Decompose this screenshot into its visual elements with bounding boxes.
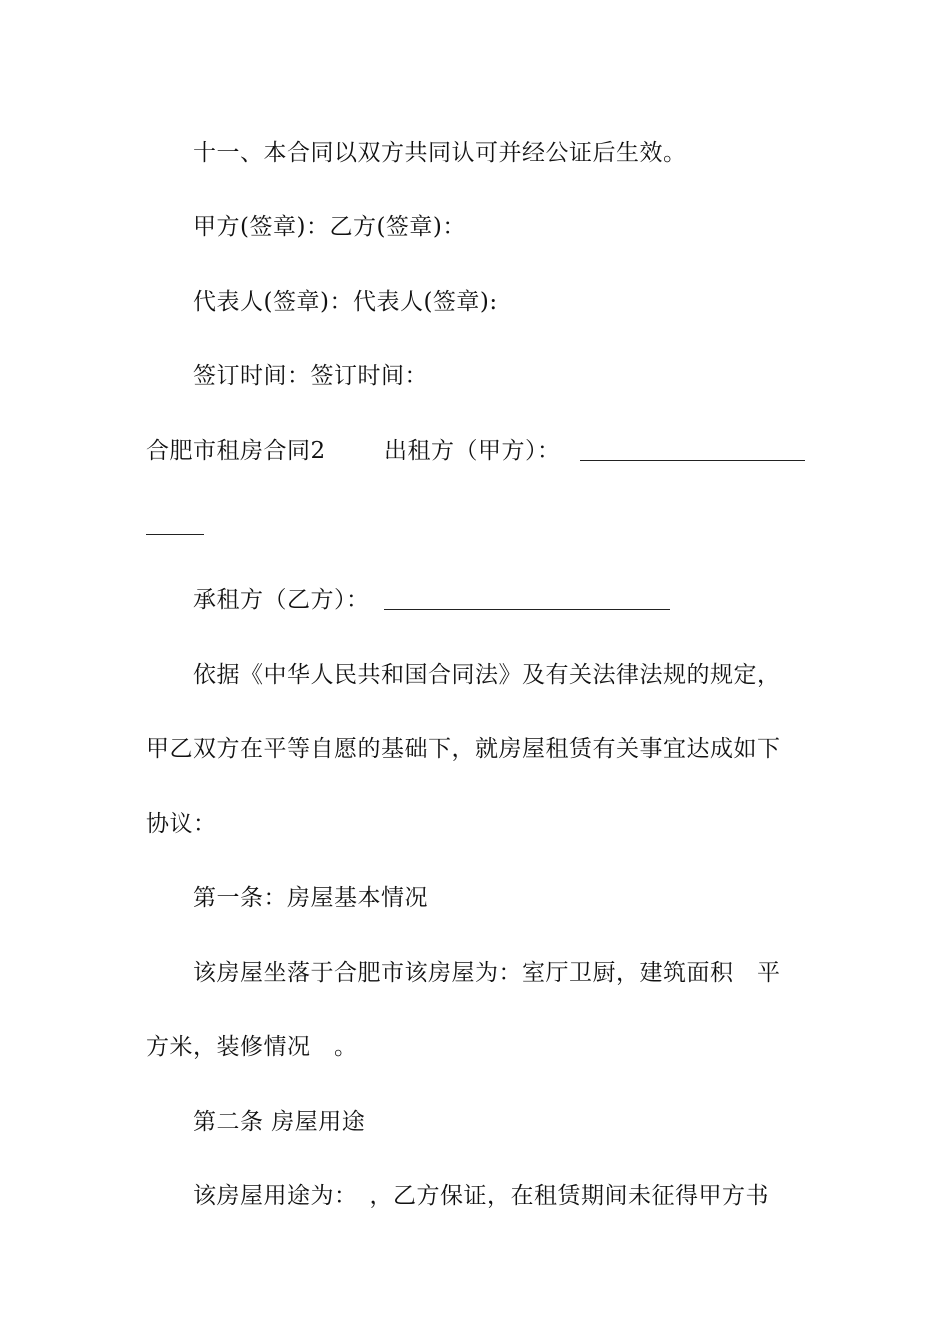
lessor-blank-field [580, 438, 805, 461]
lessee-blank-field [384, 587, 670, 610]
lessor-label: 出租方（甲方）： [384, 438, 561, 464]
party-signatures-line: 甲方(签章)：乙方(签章)： [193, 214, 466, 240]
signing-date-line: 签订时间：签订时间： [193, 363, 428, 389]
contract-title: 合肥市租房合同2 [146, 438, 326, 464]
representative-signatures-line: 代表人(签章)：代表人(签章): [193, 289, 498, 315]
lessee-label: 承租方（乙方）： [193, 587, 370, 613]
article-1-text-line-2: 方米，装修情况 。 [146, 1034, 358, 1060]
article-2-text-line-1: 该房屋用途为： ，乙方保证，在租赁期间未征得甲方书 [193, 1183, 769, 1209]
preamble-line-3: 协议： [146, 811, 217, 837]
clause-11-text: 十一、本合同以双方共同认可并经公证后生效。 [193, 140, 687, 166]
article-1-text-line-1: 该房屋坐落于合肥市该房屋为：室厅卫厨，建筑面积 平 [193, 960, 781, 986]
article-1-heading: 第一条：房屋基本情况 [193, 885, 428, 911]
article-2-heading: 第二条 房屋用途 [193, 1109, 366, 1135]
preamble-line-1: 依据《中华人民共和国合同法》及有关法律法规的规定， [193, 662, 781, 688]
preamble-line-2: 甲乙双方在平等自愿的基础下，就房屋租赁有关事宜达成如下 [146, 736, 781, 762]
lessor-blank-continuation [146, 512, 204, 535]
